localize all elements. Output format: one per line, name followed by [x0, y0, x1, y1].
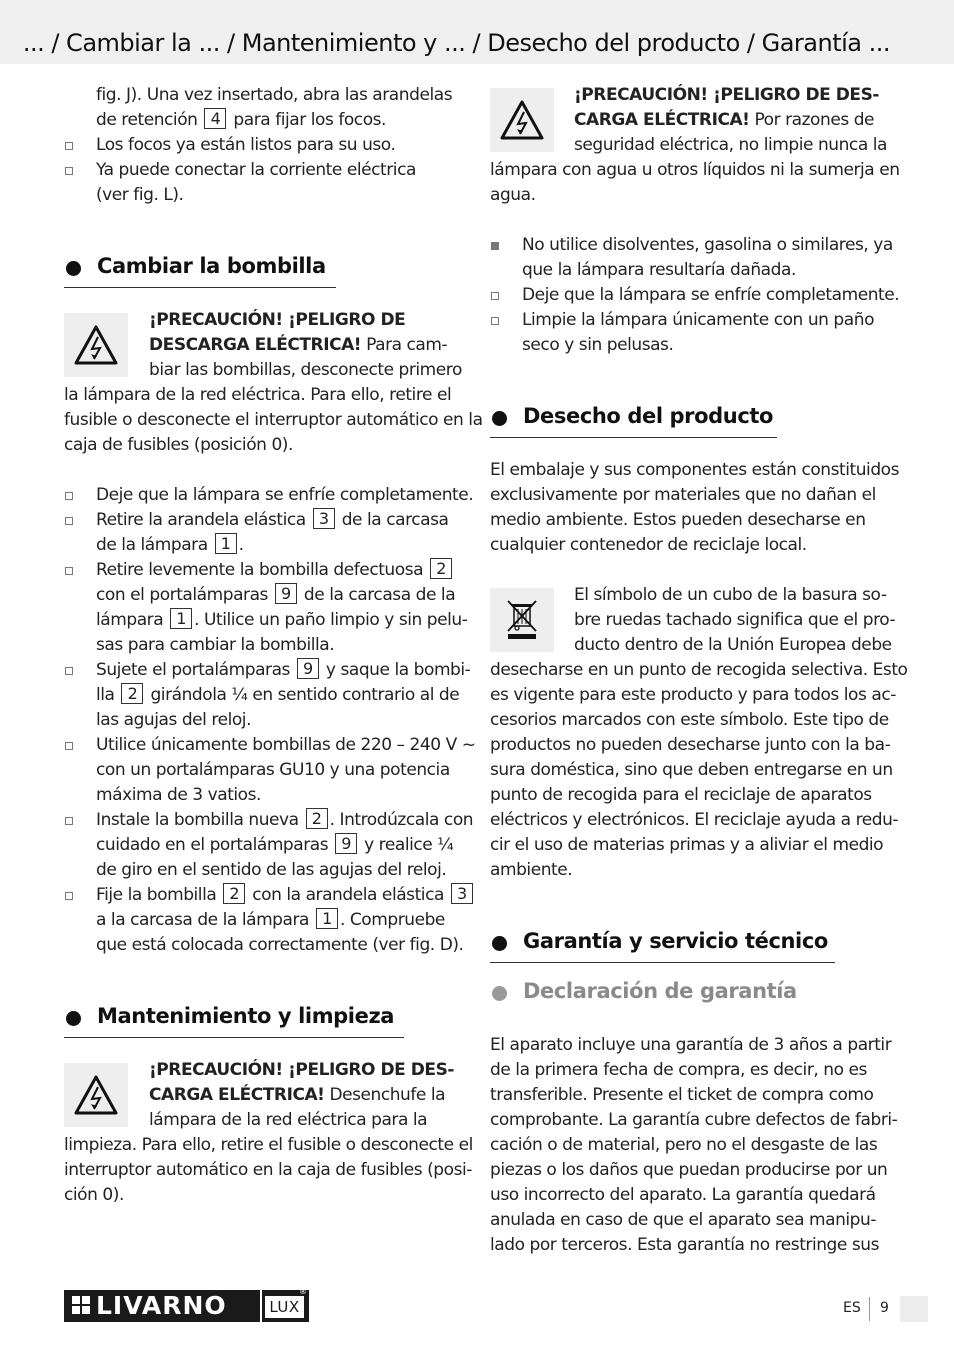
footer-divider — [869, 1297, 870, 1321]
page-header — [0, 0, 954, 64]
warning-text: interruptor automático en la caja de fusibles (posi- — [64, 1160, 472, 1180]
section-heading-bulb: Cambiar la bombilla — [64, 252, 336, 288]
paragraph-line: de la primera fecha de compra, es decir, no es — [490, 1060, 867, 1080]
logo-registered-mark: ® — [299, 1287, 307, 1296]
list-item: que está colocada correctamente (ver fig. D). — [96, 935, 464, 955]
paragraph-line: El embalaje y sus componentes están constituidos — [490, 460, 900, 480]
paragraph-line: bre ruedas tachado significa que el pro- — [574, 610, 896, 630]
list-item: con el portalámparas 9 de la carcasa de la — [96, 584, 456, 605]
paragraph-line: productos no pueden desecharse junto con la ba- — [490, 735, 891, 755]
list-item: Sujete el portalámparas 9 y saque la bombi- — [96, 659, 471, 680]
warning-text: lámpara de la red eléctrica para la — [149, 1110, 428, 1130]
logo-lux: LUX — [265, 1296, 304, 1318]
list-item: lámpara 1 . Utilice un paño limpio y sin pelu- — [96, 609, 468, 630]
section-heading-disposal: Desecho del producto — [490, 402, 777, 438]
bullet-square — [65, 742, 73, 750]
part-ref: 2 — [306, 808, 328, 829]
paragraph-line: cualquier contenedor de reciclaje local. — [490, 535, 807, 555]
livarno-lux-logo — [64, 1287, 309, 1322]
logo-sub-block — [262, 1287, 309, 1322]
bullet-square — [65, 142, 73, 150]
list-item: lla 2 girándola ¼ en sentido contrario al de — [96, 684, 460, 705]
list-item: (ver fig. L). — [96, 185, 184, 205]
paragraph-line: medio ambiente. Estos pueden desecharse en — [490, 510, 866, 530]
list-item: de giro en el sentido de las agujas del reloj. — [96, 860, 447, 880]
warning-icon — [490, 88, 554, 152]
list-item: Instale la bombilla nueva 2 . Introdúzcala con — [96, 809, 474, 830]
heading-bullet — [492, 986, 507, 1001]
list-item: Retire la arandela elástica 3 de la carcasa — [96, 509, 449, 530]
part-ref: 1 — [316, 908, 338, 929]
intro-line: de retención 4 para fijar los focos. — [96, 109, 387, 130]
bullet-square — [65, 817, 73, 825]
warning-text: CARGA ELÉCTRICA! Desenchufe la — [149, 1085, 446, 1105]
paragraph-line: lado por terceros. Esta garantía no restringe sus — [490, 1235, 879, 1255]
language-code: ES — [843, 1300, 861, 1316]
list-item: que la lámpara resultaría dañada. — [522, 260, 796, 280]
part-ref: 1 — [215, 533, 237, 554]
list-item: máxima de 3 vatios. — [96, 785, 261, 805]
list-item: No utilice disolventes, gasolina o similares, ya — [522, 235, 893, 255]
warning-text: DESCARGA ELÉCTRICA! Para cam- — [149, 335, 448, 355]
warning-text: la lámpara de la red eléctrica. Para ello, retire el — [64, 385, 452, 405]
heading-bullet — [66, 261, 81, 276]
paragraph-line: transferible. Presente el ticket de compra como — [490, 1085, 874, 1105]
warning-icon — [64, 313, 128, 377]
paragraph-line: comprobante. La garantía cubre defectos de fabri- — [490, 1110, 898, 1130]
list-item: con un portalámparas GU10 y una potencia — [96, 760, 450, 780]
paragraph-line: es vigente para este producto y para todos los ac- — [490, 685, 896, 705]
list-item: Limpie la lámpara únicamente con un paño — [522, 310, 875, 330]
intro-line: fig. J). Una vez insertado, abra las arandelas — [96, 85, 453, 105]
footer-tab-marker — [900, 1296, 928, 1322]
heading-bullet — [492, 411, 507, 426]
paragraph-line: cesorios marcados con este símbolo. Este tipo de — [490, 710, 889, 730]
paragraph-line: exclusivamente por materiales que no dañan el — [490, 485, 876, 505]
warning-text: ción 0). — [64, 1185, 124, 1205]
paragraph-line: ambiente. — [490, 860, 573, 880]
logo-wordmark: LIVARNO — [96, 1291, 227, 1320]
list-item: Deje que la lámpara se enfríe completamente. — [96, 485, 474, 505]
bullet-square — [491, 292, 499, 300]
paragraph-line: anulada en caso de que el aparato sea manipu- — [490, 1210, 877, 1230]
paragraph-line: cir el uso de materias primas y a aliviar el medio — [490, 835, 884, 855]
part-ref: 9 — [335, 833, 357, 854]
section-heading-warranty: Garantía y servicio técnico — [490, 927, 835, 963]
warning-title: ¡PRECAUCIÓN! ¡PELIGRO DE DES- — [149, 1060, 454, 1080]
subsection-heading-declaration: Declaración de garantía — [490, 977, 820, 1013]
bullet-square — [65, 517, 73, 525]
part-ref: 3 — [451, 883, 473, 904]
warning-text: limpieza. Para ello, retire el fusible o desconecte el — [64, 1135, 473, 1155]
weee-crossed-bin-icon — [490, 588, 554, 652]
bullet-square — [65, 167, 73, 175]
paragraph-line: cación o de material, pero no el desgaste de las — [490, 1135, 878, 1155]
list-item: de la lámpara 1 . — [96, 534, 244, 555]
warning-text: lámpara con agua u otros líquidos ni la sumerja en — [490, 160, 900, 180]
warning-title: ¡PRECAUCIÓN! ¡PELIGRO DE — [149, 310, 406, 330]
list-item: sas para cambiar la bombilla. — [96, 635, 335, 655]
paragraph-line: eléctricos y electrónicos. El reciclaje ayuda a redu- — [490, 810, 899, 830]
warning-text: caja de fusibles (posición 0). — [64, 435, 293, 455]
list-item: cuidado en el portalámparas 9 y realice ¼ — [96, 834, 454, 855]
part-ref: 2 — [223, 883, 245, 904]
bullet-square — [65, 492, 73, 500]
bullet-square — [65, 892, 73, 900]
warning-text: biar las bombillas, desconecte primero — [149, 360, 462, 380]
bullet-square — [491, 317, 499, 325]
bullet-square — [65, 567, 73, 575]
list-item: Ya puede conectar la corriente eléctrica — [96, 160, 416, 180]
paragraph-line: El símbolo de un cubo de la basura so- — [574, 585, 887, 605]
paragraph-line: uso incorrecto del aparato. La garantía quedará — [490, 1185, 876, 1205]
paragraph-line: ducto dentro de la Unión Europea debe — [574, 635, 892, 655]
paragraph-line: punto de recogida para el reciclaje de aparatos — [490, 785, 872, 805]
part-ref: 3 — [313, 508, 335, 529]
part-ref: 9 — [297, 658, 319, 679]
heading-bullet — [492, 936, 507, 951]
page-title: ... / Cambiar la ... / Mantenimiento y ... / Desecho del producto / Garantía ... — [22, 29, 890, 57]
list-item: Deje que la lámpara se enfríe completamente. — [522, 285, 900, 305]
warning-text: seguridad eléctrica, no limpie nunca la — [574, 135, 887, 155]
bullet-square — [65, 667, 73, 675]
warning-title: ¡PRECAUCIÓN! ¡PELIGRO DE DES- — [574, 85, 879, 105]
paragraph-line: El aparato incluye una garantía de 3 años a partir — [490, 1035, 892, 1055]
logo-main-block — [64, 1290, 260, 1322]
list-item: seco y sin pelusas. — [522, 335, 674, 355]
warning-text: agua. — [490, 185, 536, 205]
warning-text: fusible o desconecte el interruptor automático en la — [64, 410, 483, 430]
heading-bullet — [66, 1011, 81, 1026]
page-number: 9 — [880, 1300, 889, 1316]
part-ref: 2 — [121, 683, 143, 704]
part-ref: 2 — [430, 558, 452, 579]
list-item: las agujas del reloj. — [96, 710, 252, 730]
list-item: a la carcasa de la lámpara 1 . Compruebe — [96, 909, 445, 930]
list-item: Retire levemente la bombilla defectuosa 2 — [96, 558, 454, 583]
list-item: Fije la bombilla 2 con la arandela elástica 3 — [96, 883, 475, 908]
part-ref: 9 — [275, 583, 297, 604]
list-item: Los focos ya están listos para su uso. — [96, 135, 396, 155]
list-item: Utilice únicamente bombillas de 220 – 240 V ~ — [96, 735, 476, 755]
paragraph-line: sura doméstica, sino que deben entregarse en un — [490, 760, 893, 780]
paragraph-line: piezas o los daños que puedan producirse por un — [490, 1160, 888, 1180]
bullet-square-filled — [491, 242, 499, 250]
section-heading-maintenance: Mantenimiento y limpieza — [64, 1002, 404, 1038]
part-ref: 4 — [204, 108, 226, 129]
warning-text: CARGA ELÉCTRICA! Por razones de — [574, 110, 875, 130]
paragraph-line: desecharse en un punto de recogida selectiva. Esto — [490, 660, 908, 680]
part-ref: 1 — [170, 608, 192, 629]
warning-icon — [64, 1063, 128, 1127]
